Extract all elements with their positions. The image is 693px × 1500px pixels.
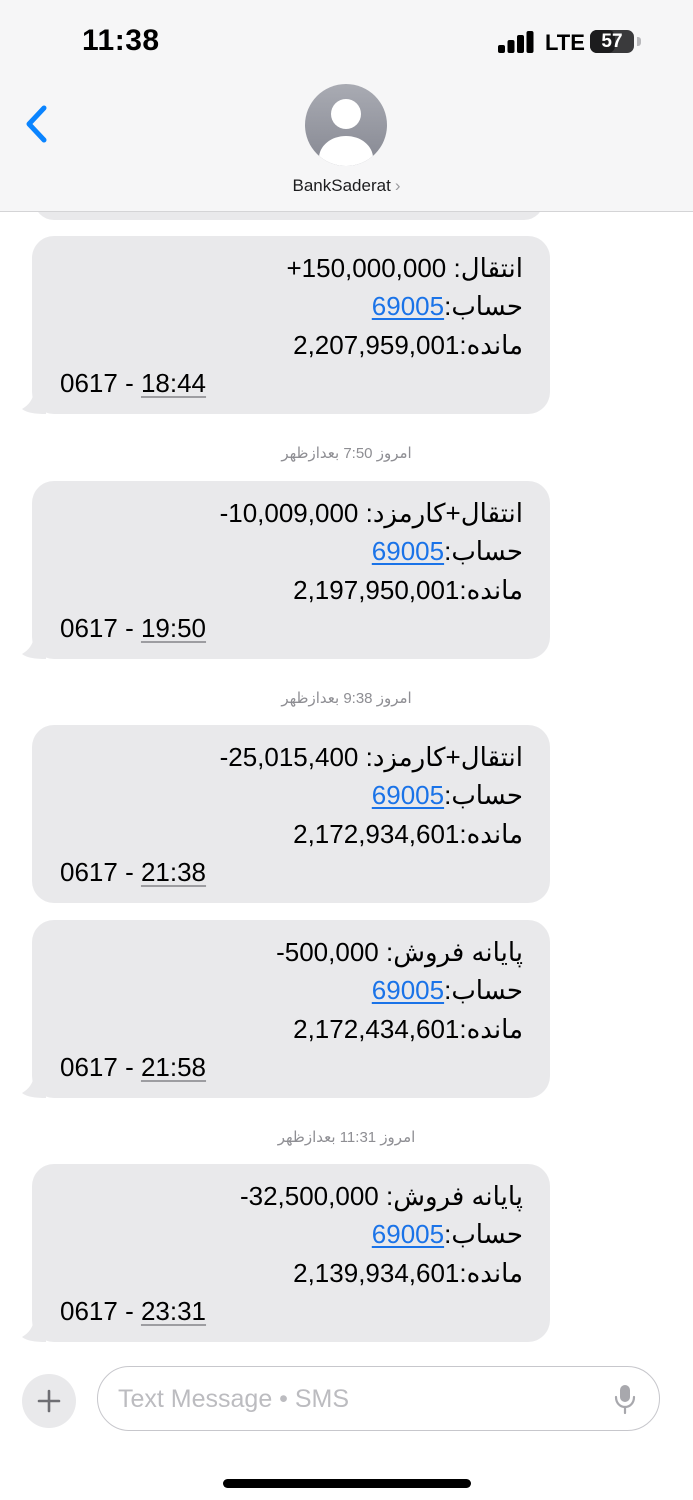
colon: : [444,975,452,1005]
time-link[interactable]: 21:58 [140,1052,207,1082]
balance-label: مانده [466,575,523,605]
account-number-link[interactable]: 69005 [371,975,445,1005]
colon: : [459,1258,467,1288]
account-label: حساب [451,975,523,1005]
balance-label: مانده [466,819,523,849]
avatar-silhouette [305,84,387,166]
separator: - [117,368,141,398]
transaction-type: انتقال+کارمزد [372,742,523,772]
battery-cap [637,37,641,46]
balance-label: مانده [466,330,523,360]
timestamp-divider [0,444,693,462]
message-bubble[interactable] [32,1164,550,1342]
date-code: 0617 [60,857,118,887]
account-label: حساب [451,780,523,810]
colon: : [444,1219,452,1249]
timestamp-day: امروز [380,1129,416,1146]
contact-name: BankSaderat [292,176,391,195]
message-compose-field[interactable] [97,1366,660,1431]
date-time-line [60,367,206,399]
transaction-type: پایانه فروش [393,937,523,967]
account-number-link[interactable]: 69005 [371,536,445,566]
colon: : [358,498,373,528]
microphone-icon[interactable] [613,1383,637,1415]
balance-amount: 2,172,434,601 [293,1014,460,1044]
separator: - [117,1296,141,1326]
account-label: حساب [451,1219,523,1249]
plus-button[interactable] [22,1374,76,1428]
date-code: 0617 [60,368,118,398]
timestamp-day: امروز [376,445,412,462]
date-time-line [60,612,206,644]
timestamp-time: 9:38 [343,690,373,707]
balance-amount: 2,139,934,601 [293,1258,460,1288]
account-label: حساب [451,536,523,566]
colon: : [358,742,373,772]
balance-line [293,329,523,361]
colon: : [459,1014,467,1044]
person-icon[interactable] [305,84,387,166]
colon: : [378,1181,394,1211]
timestamp-period: بعدازظهر [281,445,340,462]
message-bubble[interactable] [32,481,550,659]
transaction-type: انتقال+کارمزد [372,498,523,528]
bubble-tail [22,392,46,414]
timestamp-divider [0,1128,693,1146]
transaction-line [276,936,523,968]
colon: : [446,253,461,283]
balance-line [293,1013,523,1045]
account-number-link[interactable]: 69005 [371,291,445,321]
colon: : [378,937,394,967]
balance-line [293,818,523,850]
network-type: LTE [545,30,585,55]
contact-name-button[interactable] [0,176,693,196]
chevron-left-icon[interactable] [18,100,58,148]
message-bubble[interactable] [32,236,550,414]
colon: : [444,291,452,321]
transaction-amount: -500,000 [276,937,379,967]
separator: - [117,613,141,643]
transaction-amount: -10,009,000 [219,498,359,528]
message-bubble[interactable] [32,725,550,903]
transaction-line [220,497,523,529]
balance-line [293,1257,523,1289]
bubble-tail [22,1320,46,1342]
date-code: 0617 [60,1296,118,1326]
colon: : [444,536,452,566]
colon: : [459,819,467,849]
account-label: حساب [451,291,523,321]
colon: : [459,575,467,605]
date-code: 0617 [60,1052,118,1082]
transaction-type: پایانه فروش [393,1181,523,1211]
transaction-line [240,1180,523,1212]
home-indicator[interactable] [223,1479,471,1488]
timestamp-divider [0,689,693,707]
message-bubble[interactable] [32,920,550,1098]
balance-amount: 2,197,950,001 [293,575,460,605]
plus-icon [22,1374,76,1428]
timestamp-period: بعدازظهر [281,690,340,707]
transaction-amount: +150,000,000 [286,253,447,283]
transaction-line [220,741,523,773]
battery-icon [590,30,634,53]
timestamp-time: 11:31 [339,1129,377,1146]
date-time-line [60,856,206,888]
account-line [372,290,523,322]
battery-percent: 57 [601,31,623,52]
bubble-tail [22,637,46,659]
separator: - [117,857,141,887]
account-line [372,535,523,567]
balance-amount: 2,172,934,601 [293,819,460,849]
time-link[interactable]: 18:44 [140,368,207,398]
navigation-header [0,0,693,212]
account-line [372,1218,523,1250]
account-number-link[interactable]: 69005 [371,780,445,810]
balance-amount: 2,207,959,001 [293,330,460,360]
date-time-line [60,1295,206,1327]
transaction-line [286,252,523,284]
colon: : [444,780,452,810]
status-time: 11:38 [82,24,160,57]
balance-label: مانده [466,1258,523,1288]
account-number-link[interactable]: 69005 [371,1219,445,1249]
separator: - [117,1052,141,1082]
cellular-signal-icon [498,31,534,53]
date-code: 0617 [60,613,118,643]
chevron-right-icon: › [394,176,401,195]
balance-label: مانده [466,1014,523,1044]
balance-line [293,574,523,606]
account-line [372,779,523,811]
colon: : [459,330,467,360]
transaction-amount: -25,015,400 [219,742,359,772]
time-link[interactable]: 21:38 [140,857,207,887]
transaction-type: انتقال [460,253,523,283]
account-line [372,974,523,1006]
transaction-amount: -32,500,000 [239,1181,379,1211]
time-link[interactable]: 23:31 [140,1296,207,1326]
message-input[interactable] [118,1379,598,1419]
timestamp-time: 7:50 [343,445,373,462]
timestamp-period: بعدازظهر [277,1129,336,1146]
time-link[interactable]: 19:50 [140,613,207,643]
bubble-tail [22,1076,46,1098]
timestamp-day: امروز [376,690,412,707]
date-time-line [60,1051,206,1083]
